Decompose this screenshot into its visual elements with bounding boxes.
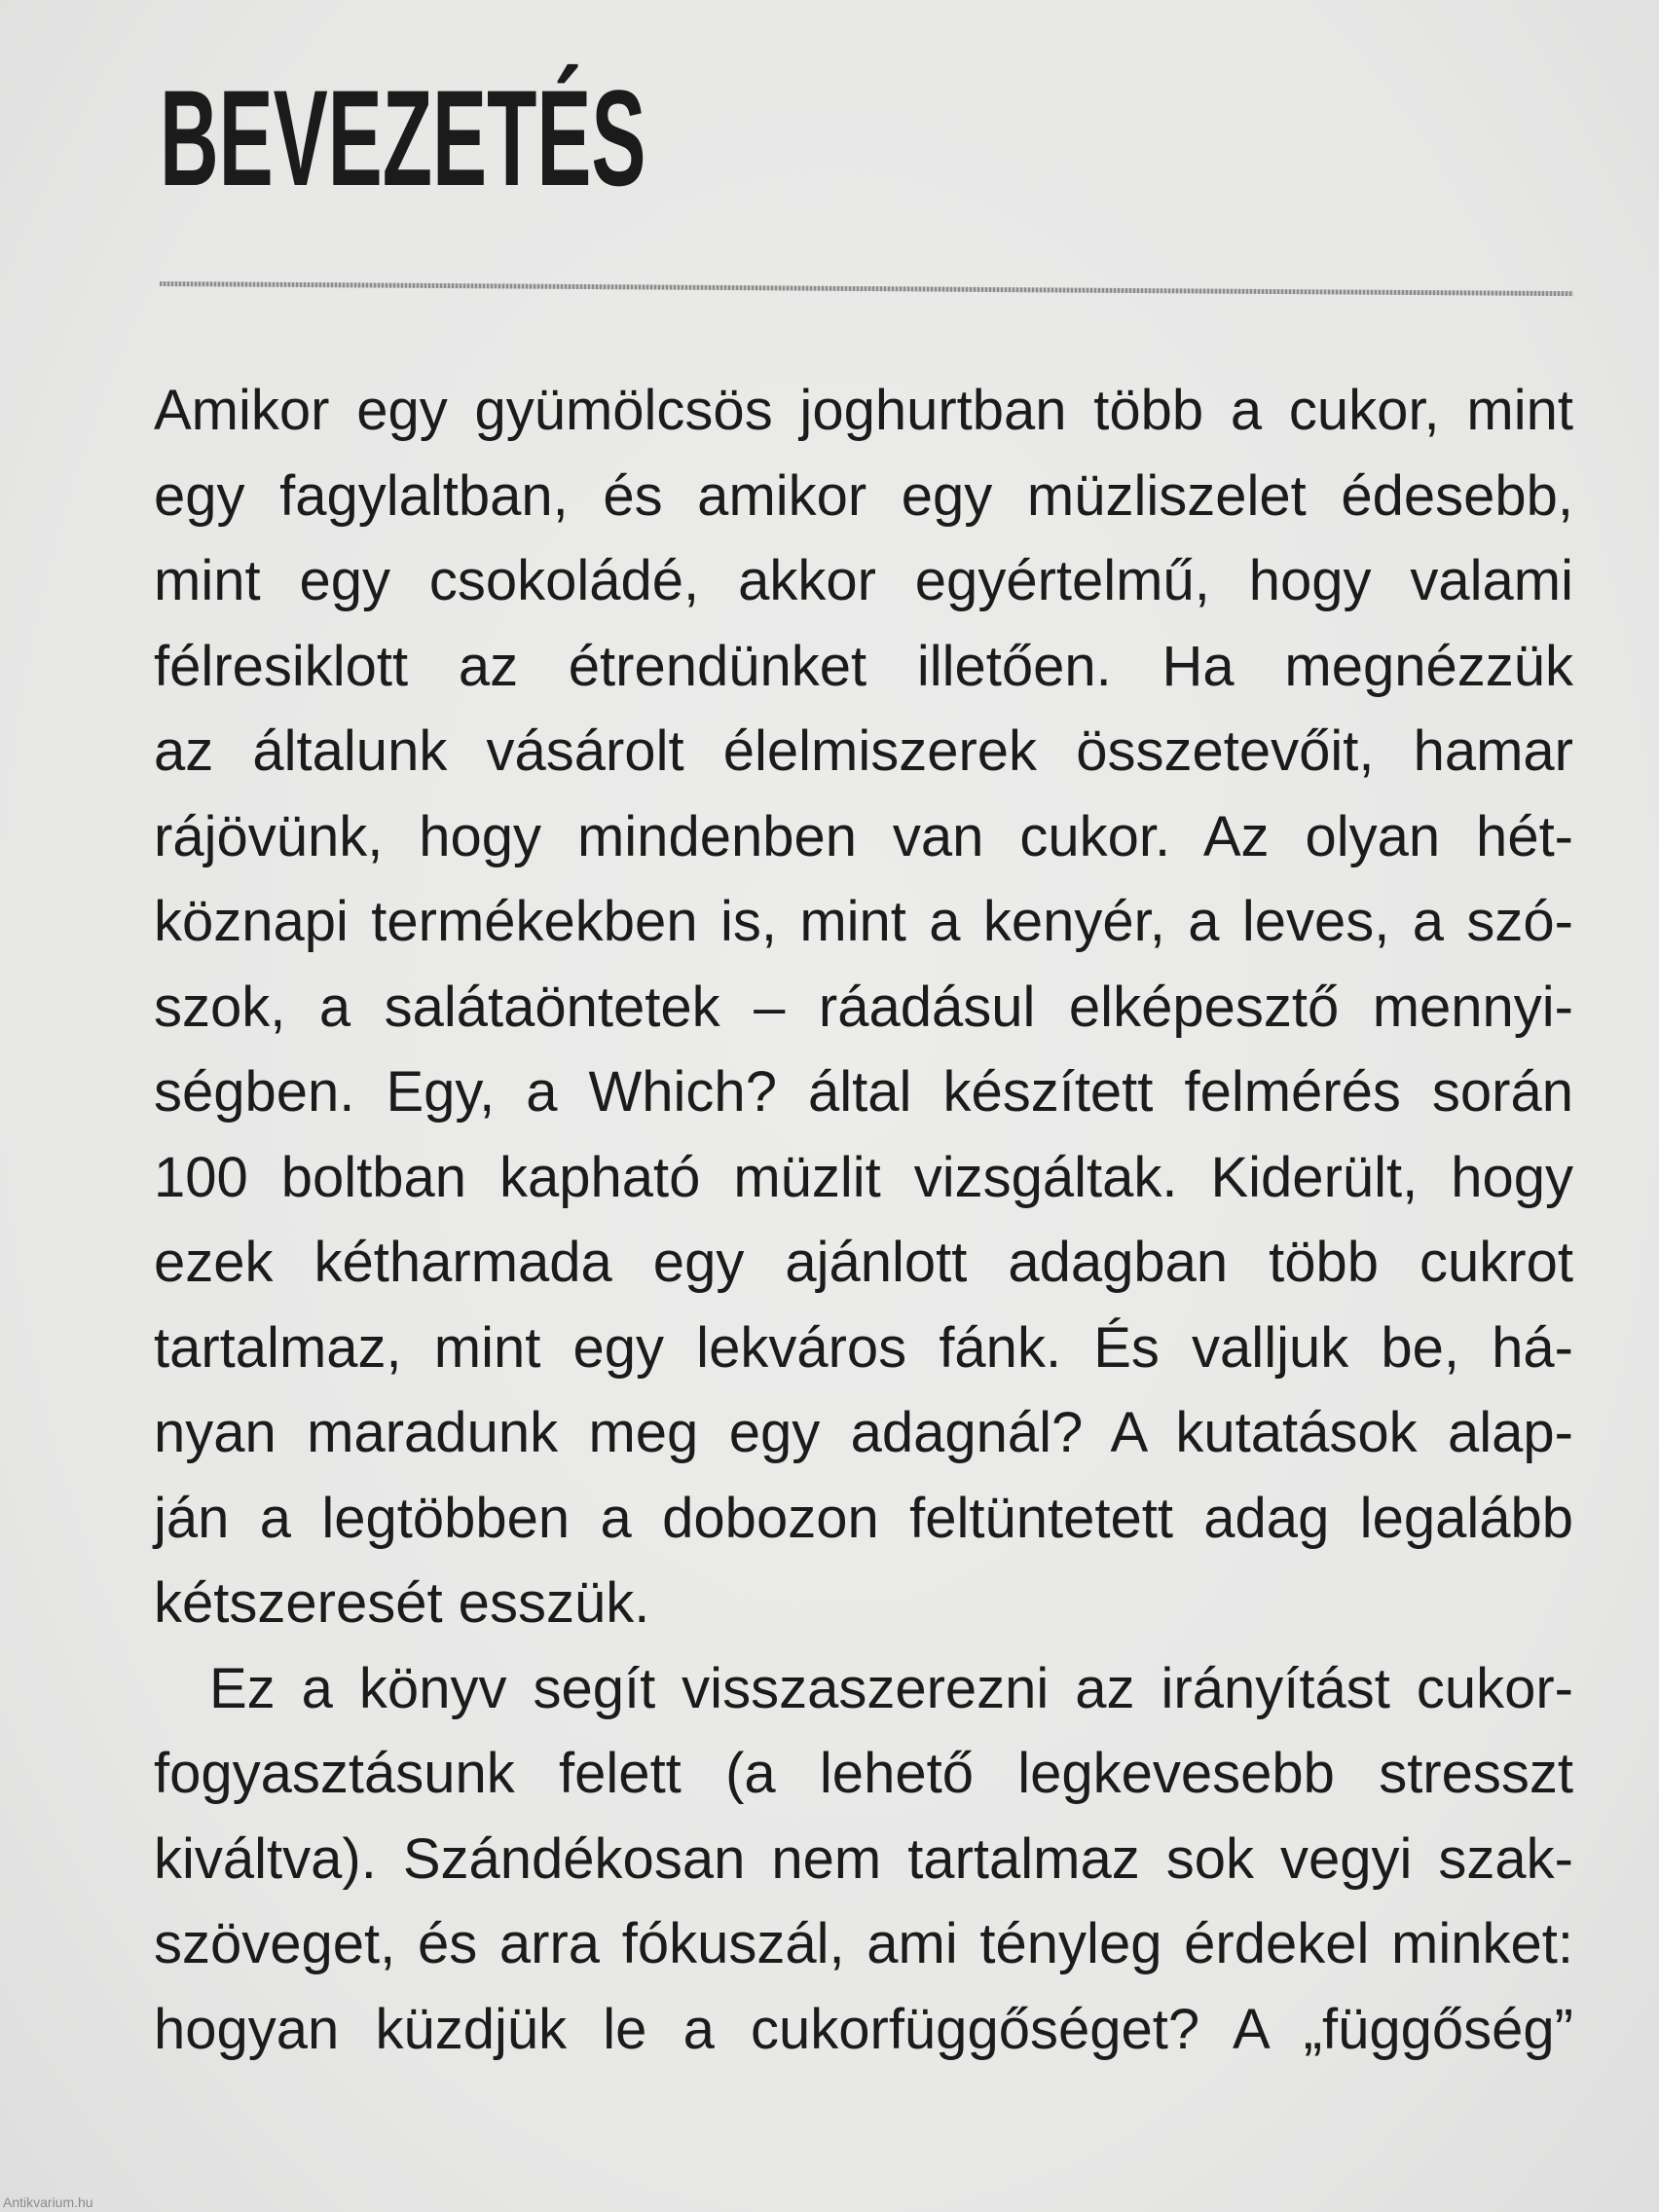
text-line: 100 boltban kapható müzlit vizsgáltak. Kiderült, hogy xyxy=(154,1145,1573,1209)
title-divider xyxy=(160,281,1573,296)
text-line: Amikor egy gyümölcsös joghurtban több a cukor, mint xyxy=(154,379,1573,442)
watermark: Antikvarium.hu xyxy=(3,2194,93,2210)
text-line: fogyasztásunk felett (a lehető legkevesebb stresszt xyxy=(154,1742,1573,1805)
text-line: ségben. Egy, a Which? által készített felmérés során xyxy=(154,1060,1573,1124)
text-line: Ez a könyv segít visszaszerezni az irányítást cukor- xyxy=(209,1656,1573,1720)
text-line: hogyan küzdjük le a cukorfüggőséget? A „függőség” xyxy=(154,1997,1573,2061)
text-line: ján a legtöbben a dobozon feltüntetett adag legalább xyxy=(154,1486,1573,1550)
paragraph-1 xyxy=(154,368,1573,1646)
text-line: köznapi termékekben is, mint a kenyér, a leves, a szó- xyxy=(154,890,1573,953)
text-line: az általunk vásárolt élelmiszerek összetevőit, hamar xyxy=(154,719,1573,783)
text-line: kétszeresét esszük. xyxy=(154,1571,650,1635)
text-line: nyan maradunk meg egy adagnál? A kutatások alap- xyxy=(154,1401,1573,1464)
text-line: tartalmaz, mint egy lekváros fánk. És valljuk be, há- xyxy=(154,1315,1573,1380)
text-line: szok, a salátaöntetek – ráadásul elképesztő mennyi- xyxy=(154,975,1573,1039)
page-title: BEVEZETÉS xyxy=(160,61,646,214)
text-line: szöveget, és arra fókuszál, ami tényleg érdekel minket: xyxy=(154,1912,1573,1975)
text-line: félresiklott az étrendünket illetően. Ha megnézzük xyxy=(154,634,1573,698)
text-line: kiváltva). Szándékosan nem tartalmaz sok vegyi szak- xyxy=(154,1826,1573,1891)
text-line: egy fagylaltban, és amikor egy müzliszelet édesebb, xyxy=(154,463,1573,528)
text-line: rájövünk, hogy mindenben van cukor. Az olyan hét- xyxy=(154,804,1573,868)
text-line: ezek kétharmada egy ajánlott adagban több cukrot xyxy=(154,1231,1573,1294)
body-text xyxy=(154,368,1573,2072)
text-line: mint egy csokoládé, akkor egyértelmű, hogy valami xyxy=(154,549,1573,612)
paragraph-2 xyxy=(154,1646,1573,2073)
